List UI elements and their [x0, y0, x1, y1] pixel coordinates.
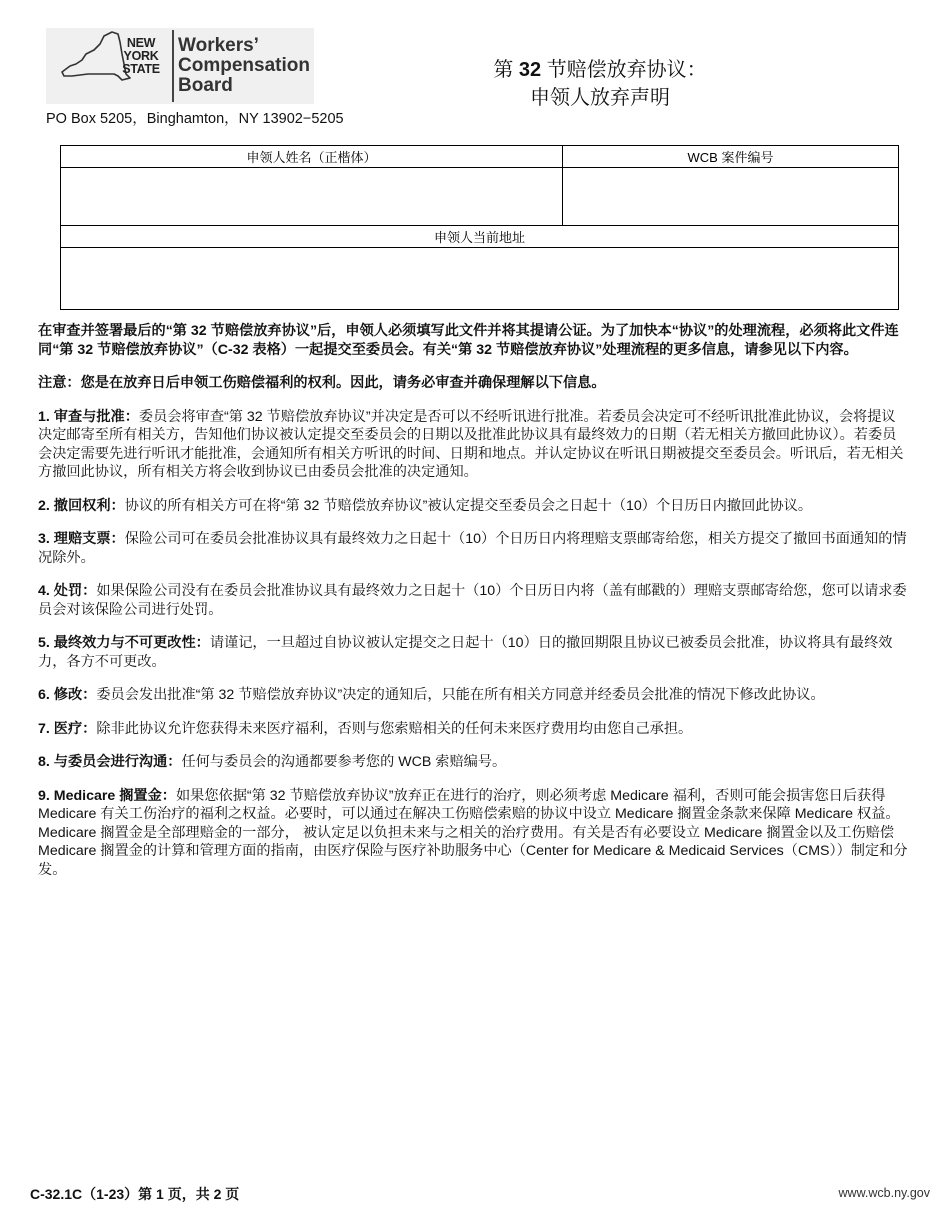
form-id-page-number: C-32.1C（1-23）第 1 页，共 2 页	[30, 1186, 240, 1202]
item-medicare-set-aside: 9. Medicare 搁置金：如果您依据“第 32 节赔偿放弃协议”放弃正在进行的治疗，则必须考虑 Medicare 福利，否则可能会损害您日后获得 Medicare 有关工伤治疗的福利之权益。必要时，可以通过在解决工伤赔偿索赔的协议中设立 Medicare 搁置金条款来保障 Medicare 权益。Medicare 搁置金是全部理赔金的一部分， 被认定足以负担未来与之相关的治疗费用。有关是否有必要设立 Medicare 搁置金以及工伤赔偿 Medicare 搁置金的计算和管理方面的指南，由医疗保险与医疗补助服务中心（Center for Medicare & Medicaid Services（CMS））制定和分发。	[38, 787, 908, 878]
item-settlement-check: 3. 理赔支票：保险公司可在委员会批准协议具有最终效力之日起十（10）个日历日内将理赔支票邮寄给您，相关方提交了撤回书面通知的情况除外。	[38, 531, 907, 566]
item-penalty: 4. 处罚：如果保险公司没有在委员会批准协议具有最终效力之日起十（10）个日历日内将（盖有邮戳的）理赔支票邮寄给您，您可以请求委员会对该保险公司进行处罚。	[38, 583, 907, 618]
instructions-body	[38, 322, 908, 894]
item-medical: 7. 医疗：除非此协议允许您获得未来医疗福利，否则与您索赔相关的任何未来医疗费用均由您自己承担。	[38, 720, 693, 737]
notice-paragraph: 注意：您是在放弃日后申领工伤赔偿福利的权利。因此，请务必审查并确保理解以下信息。	[38, 375, 606, 391]
wcb-case-number-label: WCB 案件编号	[563, 146, 899, 168]
wcb-logo	[46, 28, 314, 104]
website-link[interactable]: www.wcb.ny.gov	[838, 1186, 930, 1200]
logo-state-text: NEW YORK STATE	[122, 36, 160, 76]
page-title: 第 32 节赔偿放弃协议： 申领人放弃声明	[493, 59, 707, 109]
claimant-name-field[interactable]	[61, 168, 563, 226]
claimant-address-label: 申领人当前地址	[61, 226, 899, 248]
item-withdrawal-rights: 2. 撤回权利：协议的所有相关方可在将“第 32 节赔偿放弃协议”被认定提交至委员会之日起十（10）个日历日内撤回此协议。	[38, 497, 813, 514]
logo-org-name: Workers’ Compensation Board	[178, 35, 310, 96]
item-finality: 5. 最终效力与不可更改性：请谨记，一旦超过自协议被认定提交之日起十（10）日的撤回期限且协议已被委员会批准，协议将具有最终效力，各方不可更改。	[38, 635, 893, 670]
claimant-name-label: 申领人姓名（正楷体）	[61, 146, 563, 168]
wcb-case-number-field[interactable]	[563, 168, 899, 226]
logo-divider	[172, 30, 174, 102]
intro-paragraph: 在审查并签署最后的“第 32 节赔偿放弃协议”后，申领人必须填写此文件并将其提请公证。为了加快本“协议”的处理流程，必须将此文件连同“第 32 节赔偿放弃协议”（C-32 表格）一起提交至委员会。有关“第 32 节赔偿放弃协议”处理流程的更多信息，请参见以下内容。	[38, 323, 899, 358]
claimant-info-table	[60, 145, 899, 310]
item-review-approval: 1. 审查与批准：委员会将审查“第 32 节赔偿放弃协议”并决定是否可以不经听讯进行批准。若委员会决定可不经听讯批准此协议，会将提议决定邮寄至所有相关方，告知他们协议被认定提交至委员会的日期以及批准此协议具有最终效力的日期（若无相关方撤回此协议）。若委员会决定需要先进行听讯才能批准，会通知所有相关方听讯的时间、日期和地点。并认定协议在听讯日期被提交至委员会。听讯后，若无相关方撤回此协议，所有相关方将会收到协议已由委员会批准的决定通知。	[38, 408, 904, 480]
board-address: PO Box 5205，Binghamton，NY 13902−5205	[46, 111, 344, 127]
item-communication: 8. 与委员会进行沟通：任何与委员会的沟通都要参考您的 WCB 索赔编号。	[38, 754, 507, 770]
item-modification: 6. 修改：委员会发出批准“第 32 节赔偿放弃协议”决定的通知后，只能在所有相关方同意并经委员会批准的情况下修改此协议。	[38, 687, 825, 703]
claimant-address-field[interactable]	[61, 248, 899, 310]
